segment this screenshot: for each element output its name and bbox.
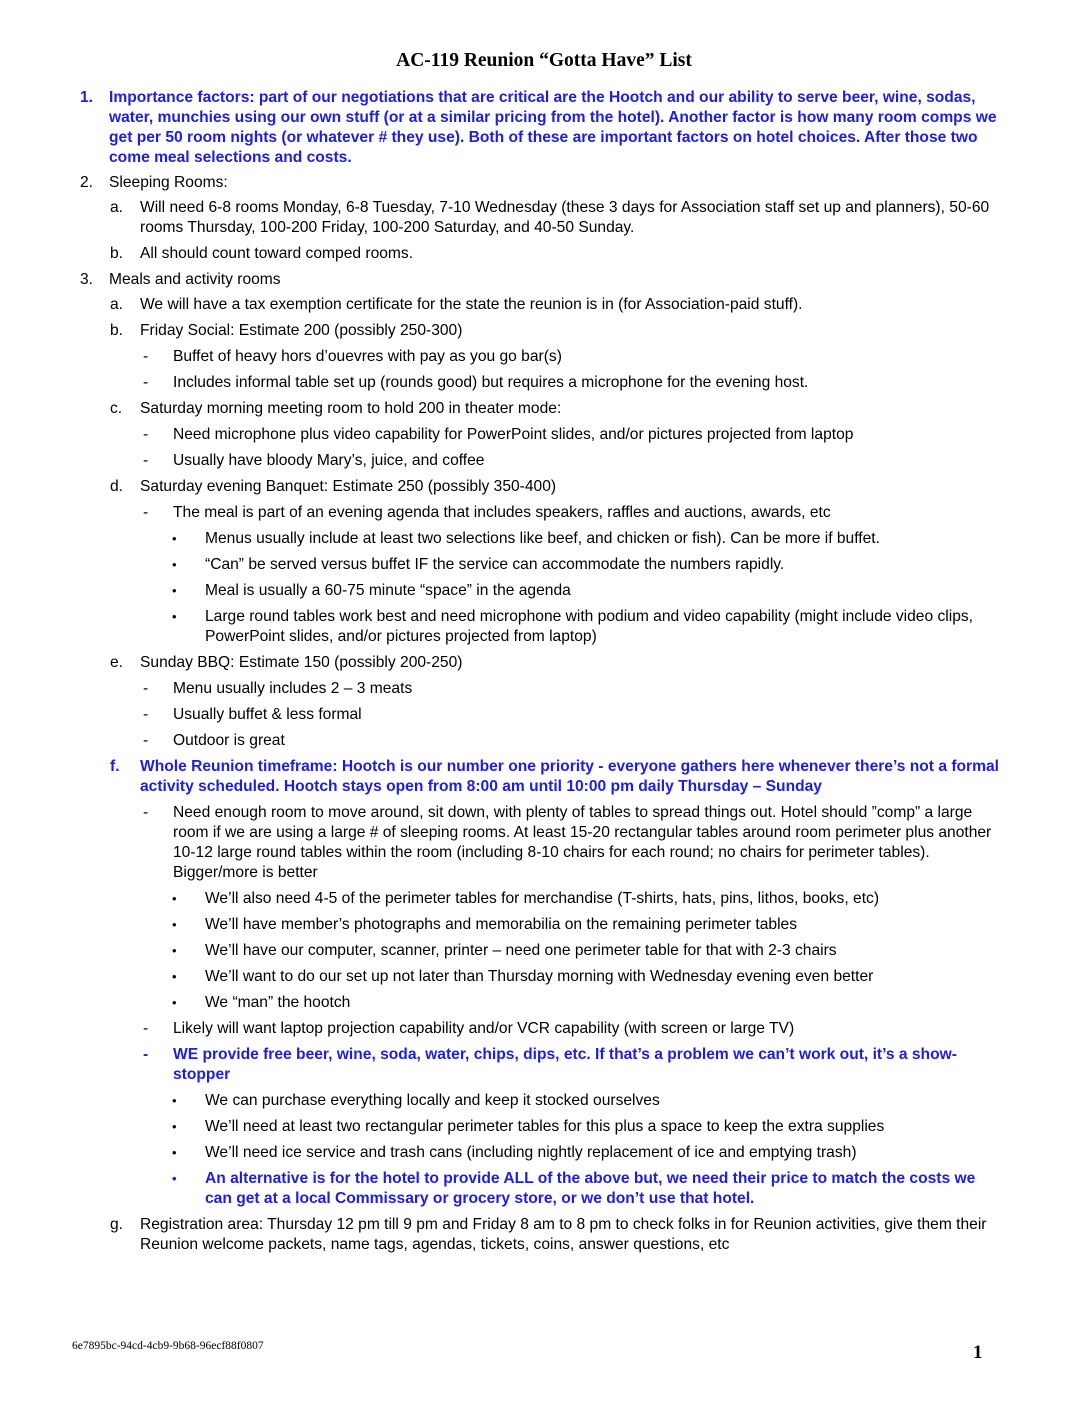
list-item-text: We “man” the hootch <box>205 994 351 1011</box>
list-item-text: Whole Reunion timeframe: Hootch is our number one priority - everyone gathers here whenever there’s not a formal activity scheduled. Hootch stays open from 8:00 am until 10:00 pm daily Thursday – Sunday <box>140 758 999 795</box>
list-item-text: Likely will want laptop projection capability and/or VCR capability (with screen or large TV) <box>173 1020 795 1037</box>
list-item-text: Usually have bloody Mary’s, juice, and coffee <box>173 452 485 469</box>
bullet-marker: • <box>172 1093 177 1108</box>
list-item <box>80 270 1000 290</box>
list-marker: b. <box>110 245 124 262</box>
list-item-text: Friday Social: Estimate 200 (possibly 250-300) <box>140 322 463 339</box>
bullet-marker: • <box>172 1145 177 1160</box>
list-item <box>80 731 1000 751</box>
list-item-text: Menu usually includes 2 – 3 meats <box>173 680 413 697</box>
list-item-text: Saturday morning meeting room to hold 200 in theater mode: <box>140 400 562 417</box>
list-item-text: Usually buffet & less formal <box>173 706 362 723</box>
bullet-marker: • <box>172 557 177 572</box>
list-item-text: We will have a tax exemption certificate for the state the reunion is in (for Association-paid stuff). <box>140 296 803 313</box>
list-item-text: Buffet of heavy hors d’ouevres with pay as you go bar(s) <box>173 348 562 365</box>
list-marker: a. <box>110 296 124 313</box>
dash-marker: - <box>143 452 149 469</box>
list-item-text: Large round tables work best and need microphone with podium and video capability (might include video clips, PowerPoint slides, and/or pictures projected from laptop) <box>205 608 974 645</box>
list-item <box>80 1169 1000 1209</box>
list-item-text: The meal is part of an evening agenda that includes speakers, raffles and auctions, awards, etc <box>173 504 831 521</box>
list-item-text: Importance factors: part of our negotiations that are critical are the Hootch and our ability to serve beer, wine, sodas, water, munchies using our own stuff (or at a similar pricing from the hotel). Another factor is how many room comps we get per 50 room nights (or whatever # they use). Both of these are important factors on hotel choices. After those two come meal selections and costs. <box>109 89 997 166</box>
list-item-text: Registration area: Thursday 12 pm till 9 pm and Friday 8 am to 8 pm to check folks in for Reunion activities, give them their Reunion welcome packets, name tags, agendas, tickets, coins, answer questions, etc <box>140 1216 987 1253</box>
list-item-text: Sleeping Rooms: <box>109 174 228 191</box>
list-item-text: All should count toward comped rooms. <box>140 245 414 262</box>
list-item <box>80 1143 1000 1163</box>
bullet-marker: • <box>172 609 177 624</box>
list-item <box>80 1091 1000 1111</box>
list-item <box>80 705 1000 725</box>
dash-marker: - <box>143 348 149 365</box>
list-item <box>80 399 1000 419</box>
list-item <box>80 347 1000 367</box>
list-item-text: Meals and activity rooms <box>109 271 281 288</box>
list-item-text: Will need 6-8 rooms Monday, 6-8 Tuesday, 7-10 Wednesday (these 3 days for Association staff set up and planners), 50-60 rooms Thursday, 100-200 Friday, 100-200 Saturday, and 40-50 Sunday. <box>140 199 990 236</box>
dash-marker: - <box>143 804 149 821</box>
list-item <box>80 967 1000 987</box>
list-item-text: Need microphone plus video capability for PowerPoint slides, and/or pictures projected from laptop <box>173 426 854 443</box>
list-item <box>80 1117 1000 1137</box>
list-item <box>80 803 1000 883</box>
bullet-marker: • <box>172 969 177 984</box>
list-item <box>80 1019 1000 1039</box>
list-item-text: We’ll need at least two rectangular perimeter tables for this plus a space to keep the extra supplies <box>205 1118 885 1135</box>
bullet-marker: • <box>172 891 177 906</box>
list-item-text: We’ll have our computer, scanner, printer – need one perimeter table for that with 2-3 chairs <box>205 942 837 959</box>
list-item-text: Saturday evening Banquet: Estimate 250 (possibly 350-400) <box>140 478 557 495</box>
list-item <box>80 653 1000 673</box>
list-item-text: Menus usually include at least two selections like beef, and chicken or fish). Can be more if buffet. <box>205 530 880 547</box>
dash-marker: - <box>143 1046 149 1063</box>
list-item <box>80 295 1000 315</box>
list-item <box>80 607 1000 647</box>
list-marker: 1. <box>80 89 94 106</box>
bullet-marker: • <box>172 995 177 1010</box>
list-item <box>80 915 1000 935</box>
list-marker: 2. <box>80 174 94 191</box>
dash-marker: - <box>143 680 149 697</box>
dash-marker: - <box>143 732 149 749</box>
list-item <box>80 503 1000 523</box>
list-marker: e. <box>110 654 124 671</box>
list-marker: 3. <box>80 271 94 288</box>
dash-marker: - <box>143 504 149 521</box>
list-item-text: We’ll also need 4-5 of the perimeter tables for merchandise (T-shirts, hats, pins, lithos, books, etc) <box>205 890 880 907</box>
bullet-marker: • <box>172 1119 177 1134</box>
list-item <box>80 1045 1000 1085</box>
bullet-marker: • <box>172 917 177 932</box>
list-item <box>80 477 1000 497</box>
page-number: 1 <box>973 1342 983 1363</box>
list-item <box>80 321 1000 341</box>
list-marker: f. <box>110 758 120 775</box>
list-item-text: We’ll need ice service and trash cans (including nightly replacement of ice and emptying trash) <box>205 1144 857 1161</box>
bullet-marker: • <box>172 1171 177 1186</box>
list-item <box>80 198 1000 238</box>
list-item-text: An alternative is for the hotel to provide ALL of the above but, we need their price to match the costs we can get at a local Commissary or grocery store, or we don’t use that hotel. <box>205 1170 976 1207</box>
list-marker: c. <box>110 400 123 417</box>
list-item <box>80 529 1000 549</box>
list-item <box>80 173 1000 193</box>
dash-marker: - <box>143 1020 149 1037</box>
list-item-text: “Can” be served versus buffet IF the service can accommodate the numbers rapidly. <box>205 556 785 573</box>
list-item <box>80 555 1000 575</box>
list-item <box>80 757 1000 797</box>
dash-marker: - <box>143 706 149 723</box>
document-body <box>80 88 1000 1261</box>
list-item <box>80 88 1000 168</box>
list-item-text: We’ll want to do our set up not later than Thursday morning with Wednesday evening even better <box>205 968 874 985</box>
list-item-text: Sunday BBQ: Estimate 150 (possibly 200-250) <box>140 654 463 671</box>
document-title: AC-119 Reunion “Gotta Have” List <box>396 50 692 71</box>
list-item <box>80 679 1000 699</box>
list-item <box>80 1215 1000 1255</box>
list-item-text: We can purchase everything locally and keep it stocked ourselves <box>205 1092 660 1109</box>
list-item <box>80 993 1000 1013</box>
list-marker: b. <box>110 322 124 339</box>
list-marker: d. <box>110 478 124 495</box>
bullet-marker: • <box>172 531 177 546</box>
list-marker: a. <box>110 199 124 216</box>
list-item <box>80 425 1000 445</box>
list-item-text: We’ll have member’s photographs and memorabilia on the remaining perimeter tables <box>205 916 798 933</box>
list-item <box>80 373 1000 393</box>
dash-marker: - <box>143 426 149 443</box>
dash-marker: - <box>143 374 149 391</box>
list-item-text: WE provide free beer, wine, soda, water, chips, dips, etc. If that’s a problem we can’t work out, it’s a show-stopper <box>173 1046 957 1083</box>
bullet-marker: • <box>172 583 177 598</box>
list-marker: g. <box>110 1216 124 1233</box>
list-item-text: Includes informal table set up (rounds good) but requires a microphone for the evening host. <box>173 374 809 391</box>
list-item <box>80 581 1000 601</box>
list-item <box>80 244 1000 264</box>
list-item <box>80 941 1000 961</box>
footer-document-id: 6e7895bc-94cd-4cb9-9b68-96ecf88f0807 <box>72 1340 264 1352</box>
list-item-text: Meal is usually a 60-75 minute “space” in the agenda <box>205 582 571 599</box>
list-item-text: Outdoor is great <box>173 732 285 749</box>
list-item-text: Need enough room to move around, sit down, with plenty of tables to spread things out. Hotel should ”comp” a large room if we are using a large # of sleeping rooms. At least 15-20 rectangular tables around room perimeter plus another 10-12 large round tables within the room (including 8-10 chairs for each round; no chairs for perimeter tables). Bigger/more is better <box>173 804 992 881</box>
bullet-marker: • <box>172 943 177 958</box>
list-item <box>80 451 1000 471</box>
list-item <box>80 889 1000 909</box>
